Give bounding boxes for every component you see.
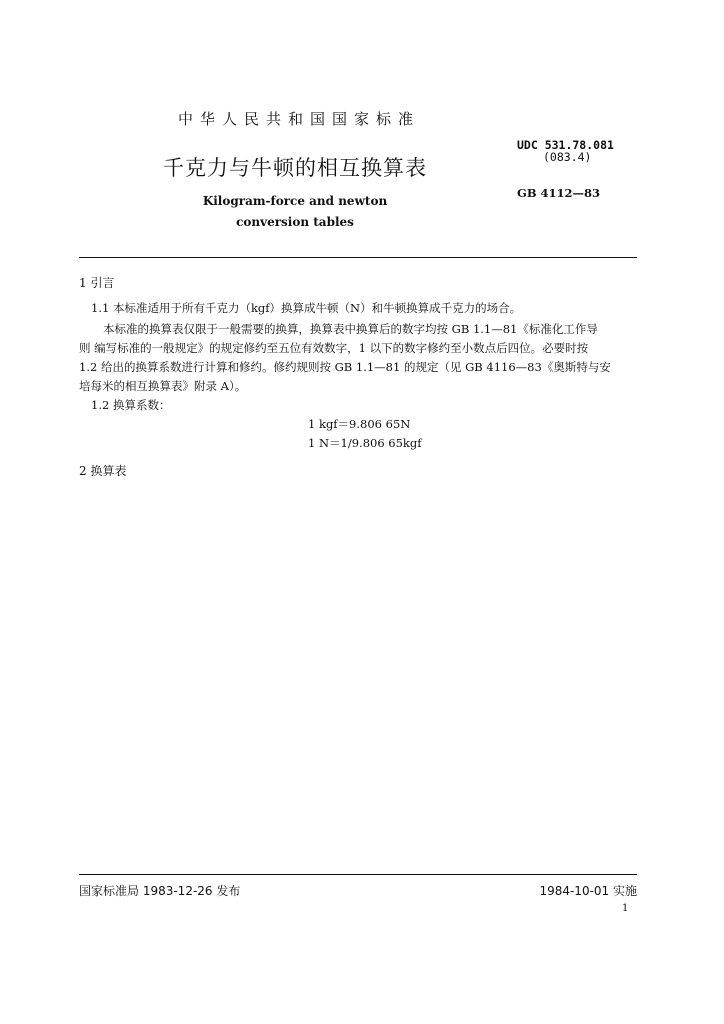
paragraph-line3: 1.2 给出的换算系数进行计算和修约。修约规则按 GB 1.1—81 的规定（见 GB 4116—83《奥斯特与安 xyxy=(79,360,611,374)
paragraph-line4: 培每米的相互换算表》附录 A）。 xyxy=(79,379,247,393)
udc-subcode: (083.4) xyxy=(543,150,592,164)
paragraph-line1: 本标准的换算表仅限于一般需要的换算，换算表中换算后的数字均按 GB 1.1—81《标准化工作导 xyxy=(103,322,598,336)
standard-category-title: 中华人民共和国国家标准 xyxy=(177,110,420,128)
english-title-line2: conversion tables xyxy=(236,215,354,229)
document-title: 千克力与牛顿的相互换算表 xyxy=(163,156,427,180)
header-divider xyxy=(79,257,637,258)
clause-1-1: 1.1 本标准适用于所有千克力（kgf）换算成牛顿（N）和牛顿换算成千克力的场合。 xyxy=(91,301,522,315)
page-number: 1 xyxy=(622,903,629,914)
gb-standard-number: GB 4112—83 xyxy=(517,186,601,200)
udc-code: UDC 531.78.081 xyxy=(517,138,614,152)
footer-divider xyxy=(79,874,637,875)
formula-kgf-to-n: 1 kgf＝9.806 65N xyxy=(308,417,411,431)
english-title-line1: Kilogram-force and newton xyxy=(202,194,388,208)
paragraph-line2: 则 编写标准的一般规定》的规定修约至五位有效数字，1 以下的数字修约至小数点后四位。必要时按 xyxy=(79,341,589,355)
clause-1-2: 1.2 换算系数： xyxy=(91,398,171,412)
section1-heading: 1 引言 xyxy=(79,276,115,290)
issuer-date: 国家标准局 1983-12-26 发布 xyxy=(79,884,241,898)
formula-n-to-kgf: 1 N＝1/9.806 65kgf xyxy=(308,436,422,450)
effective-date: 1984-10-01 实施 xyxy=(539,884,637,898)
section2-heading: 2 换算表 xyxy=(79,464,127,478)
